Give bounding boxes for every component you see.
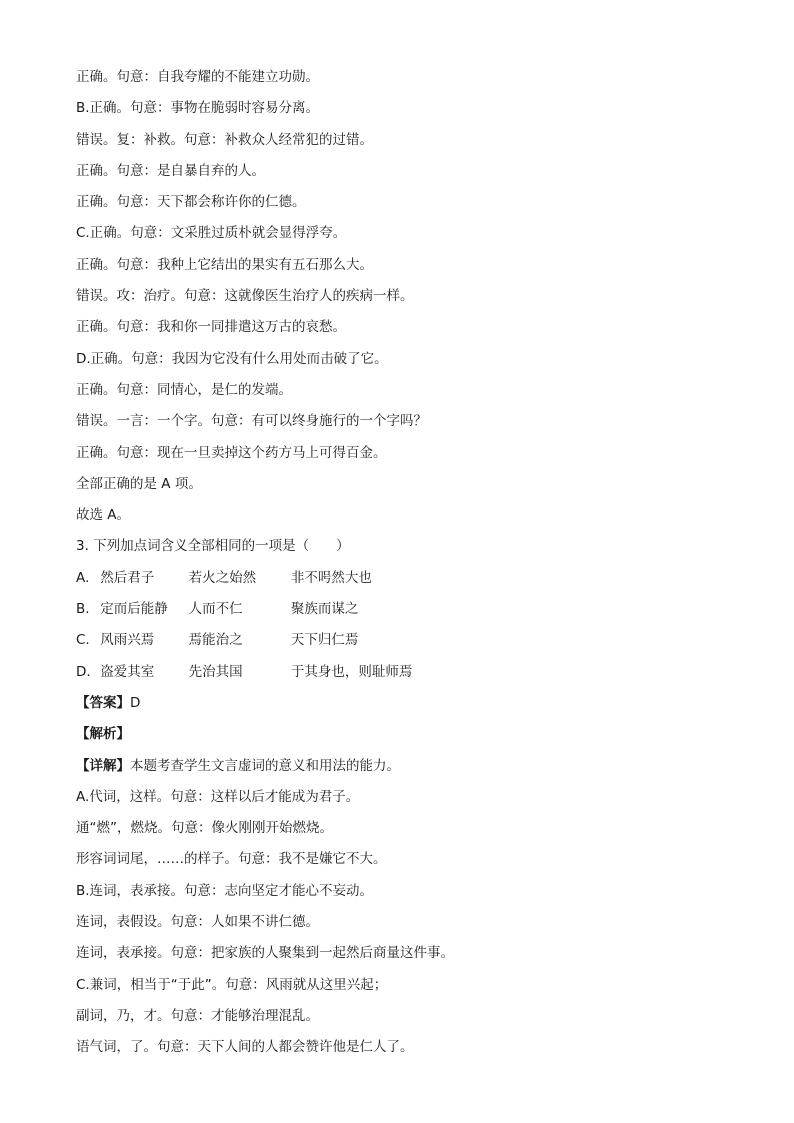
explanation-line: 形容词词尾，……的样子。句意：我不是嫌它不大。 [76,851,387,868]
option-phrase: 风雨兴焉 [100,632,155,649]
answer-tag: 【答案】 [76,694,130,711]
option-label: B. [76,601,90,618]
explanation-line: A.代词，这样。句意：这样以后才能成为君子。 [76,788,360,805]
analysis-heading [76,719,756,750]
option-c [76,625,756,656]
explanation-line: 副词，乃，才。句意：才能够治理混乱。 [76,1007,319,1024]
analysis-tag: 【解析】 [76,726,130,743]
option-phrase: 于其身也，则耻师焉 [290,663,413,680]
option-phrase: 焉能治之 [188,632,243,649]
explanation-line: 语气词，了。句意：天下人间的人都会赞许他是仁人了。 [76,1039,414,1056]
detail-text: 本题考查学生文言虚词的意义和用法的能力。 [130,757,400,774]
choice-line: 故选 A。 [76,507,131,524]
option-phrase: 若火之始然 [188,569,257,586]
explanation-line: 正确。句意：现在一旦卖掉这个药方马上可得百金。 [76,444,387,461]
answer-value: D [130,694,141,711]
option-label: C. [76,632,90,649]
option-b [76,594,756,625]
option-phrase: 然后君子 [100,569,155,586]
explanation-line: B.正确。句意：事物在脆弱时容易分离。 [76,100,320,117]
option-a [76,563,756,594]
answer-line [76,688,756,719]
explanation-line: 错误。攻：治疗。句意：这就像医生治疗人的疾病一样。 [76,288,414,305]
option-phrase: 人而不仁 [188,601,243,618]
explanation-line: 通“燃”，燃烧。句意：像火刚刚开始燃烧。 [76,820,333,837]
explanation-line: D.正确。句意：我因为它没有什么用处而击破了它。 [76,350,388,367]
option-label: A. [76,569,90,586]
detail-line [76,751,756,782]
document-page [76,62,756,1064]
detail-tag: 【详解】 [76,757,130,774]
explanation-line: 连词，表承接。句意：把家族的人聚集到一起然后商量这件事。 [76,945,454,962]
explanation-line: 正确。句意：我和你一同排遣这万古的哀愁。 [76,319,346,336]
option-phrase: 聚族而谋之 [290,601,359,618]
option-phrase: 盗爱其室 [100,663,155,680]
explanation-line: 正确。句意：是自暴自弃的人。 [76,162,265,179]
option-phrase: 先治其国 [188,663,243,680]
option-d [76,657,756,688]
explanation-line: 正确。句意：自我夸耀的不能建立功勋。 [76,69,319,85]
option-phrase: 天下归仁焉 [290,632,359,649]
question-stem: 3. 下列加点词含义全部相同的一项是（ ） [76,538,350,555]
explanation-line: 错误。一言：一个字。句意：有可以终身施行的一个字吗？ [76,413,427,430]
explanation-line: 错误。复：补救。句意：补救众人经常犯的过错。 [76,131,373,148]
conclusion-line: 全部正确的是 A 项。 [76,475,202,492]
explanation-line: 正确。句意：我种上它结出的果实有五石那么大。 [76,256,373,273]
explanation-line: 正确。句意：天下都会称许你的仁德。 [76,194,306,211]
explanation-line: C.兼词，相当于“于此”。句意：风雨就从这里兴起； [76,976,388,993]
option-phrase: 非不呺然大也 [290,569,372,586]
explanation-line: B.连词，表承接。句意：志向坚定才能心不妄动。 [76,882,374,899]
explanation-line: 连词，表假设。句意：人如果不讲仁德。 [76,914,319,931]
option-label: D. [76,663,91,680]
explanation-line: C.正确。句意：文采胜过质朴就会显得浮夸。 [76,225,347,242]
explanation-line: 正确。句意：同情心，是仁的发端。 [76,381,292,398]
option-phrase: 定而后能静 [100,601,168,618]
